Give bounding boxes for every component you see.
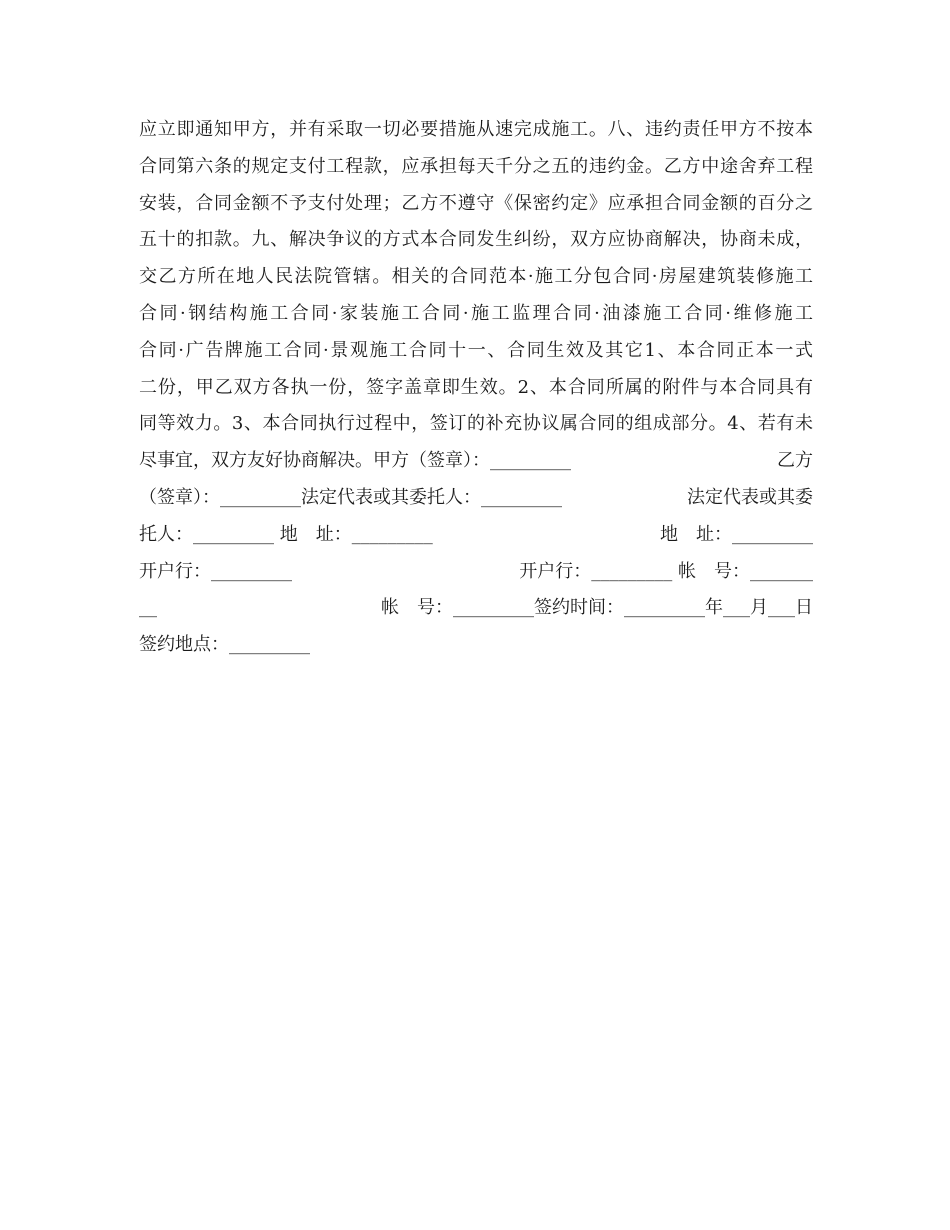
signature-line-account-date	[139, 590, 813, 627]
signature-line-representative	[139, 480, 813, 517]
signature-line-bank	[139, 554, 813, 591]
paragraph-line: 二份，甲乙双方各执一份，签字盖章即生效。2、本合同所属的附件与本合同具有	[139, 376, 813, 398]
signature-party-a-label: 尽事宜，双方友好协商解决。甲方（签章）：_________	[139, 450, 571, 472]
account-and-signing-date-field: 帐 号：_________签约时间：_________年___月___日	[381, 597, 813, 619]
paragraph-line: 五十的扣款。九、解决争议的方式本合同发生纠纷，双方应协商解决，协商未成，	[139, 229, 813, 251]
signature-line-address	[139, 517, 813, 554]
signature-party-b-label: 乙方	[777, 450, 813, 472]
paragraph-line: 应立即通知甲方，并有采取一切必要措施从速完成施工。八、违约责任甲方不按本	[139, 119, 813, 140]
paragraph-line: 安装，合同金额不予支付处理；乙方不遵守《保密约定》应承担合同金额的百分之	[139, 192, 813, 214]
paragraph-line: 合同第六条的规定支付工程款，应承担每天千分之五的违约金。乙方中途舍弃工程	[139, 155, 813, 177]
signature-line-party-a	[139, 443, 813, 480]
paragraph-line: 交乙方所在地人民法院管辖。相关的合同范本·施工分包合同·房屋建筑装修施工	[139, 266, 813, 288]
signing-location-field: 签约地点：_________	[139, 634, 310, 656]
address-field-a: 托人：_________ 地 址：_________	[139, 523, 433, 545]
paragraph-line: 合同·钢结构施工合同·家装施工合同·施工监理合同·油漆施工合同·维修施工	[139, 302, 813, 324]
bank-field-b: 开户行：_________ 帐 号：_______	[519, 560, 813, 582]
address-field-b: 地 址：_________	[660, 523, 813, 545]
representative-field-b: 法定代表或其委	[687, 486, 813, 508]
account-field-continuation: __	[139, 597, 157, 619]
paragraph-line: 合同·广告牌施工合同·景观施工合同十一、合同生效及其它1、本合同正本一式	[139, 339, 813, 361]
contract-text-body	[139, 112, 813, 664]
paragraph-line: 同等效力。3、本合同执行过程中，签订的补充协议属合同的组成部分。4、若有未	[139, 413, 813, 435]
representative-field-a: （签章）：_________法定代表或其委托人：_________	[139, 486, 562, 508]
bank-field-a: 开户行：_________	[139, 560, 292, 582]
